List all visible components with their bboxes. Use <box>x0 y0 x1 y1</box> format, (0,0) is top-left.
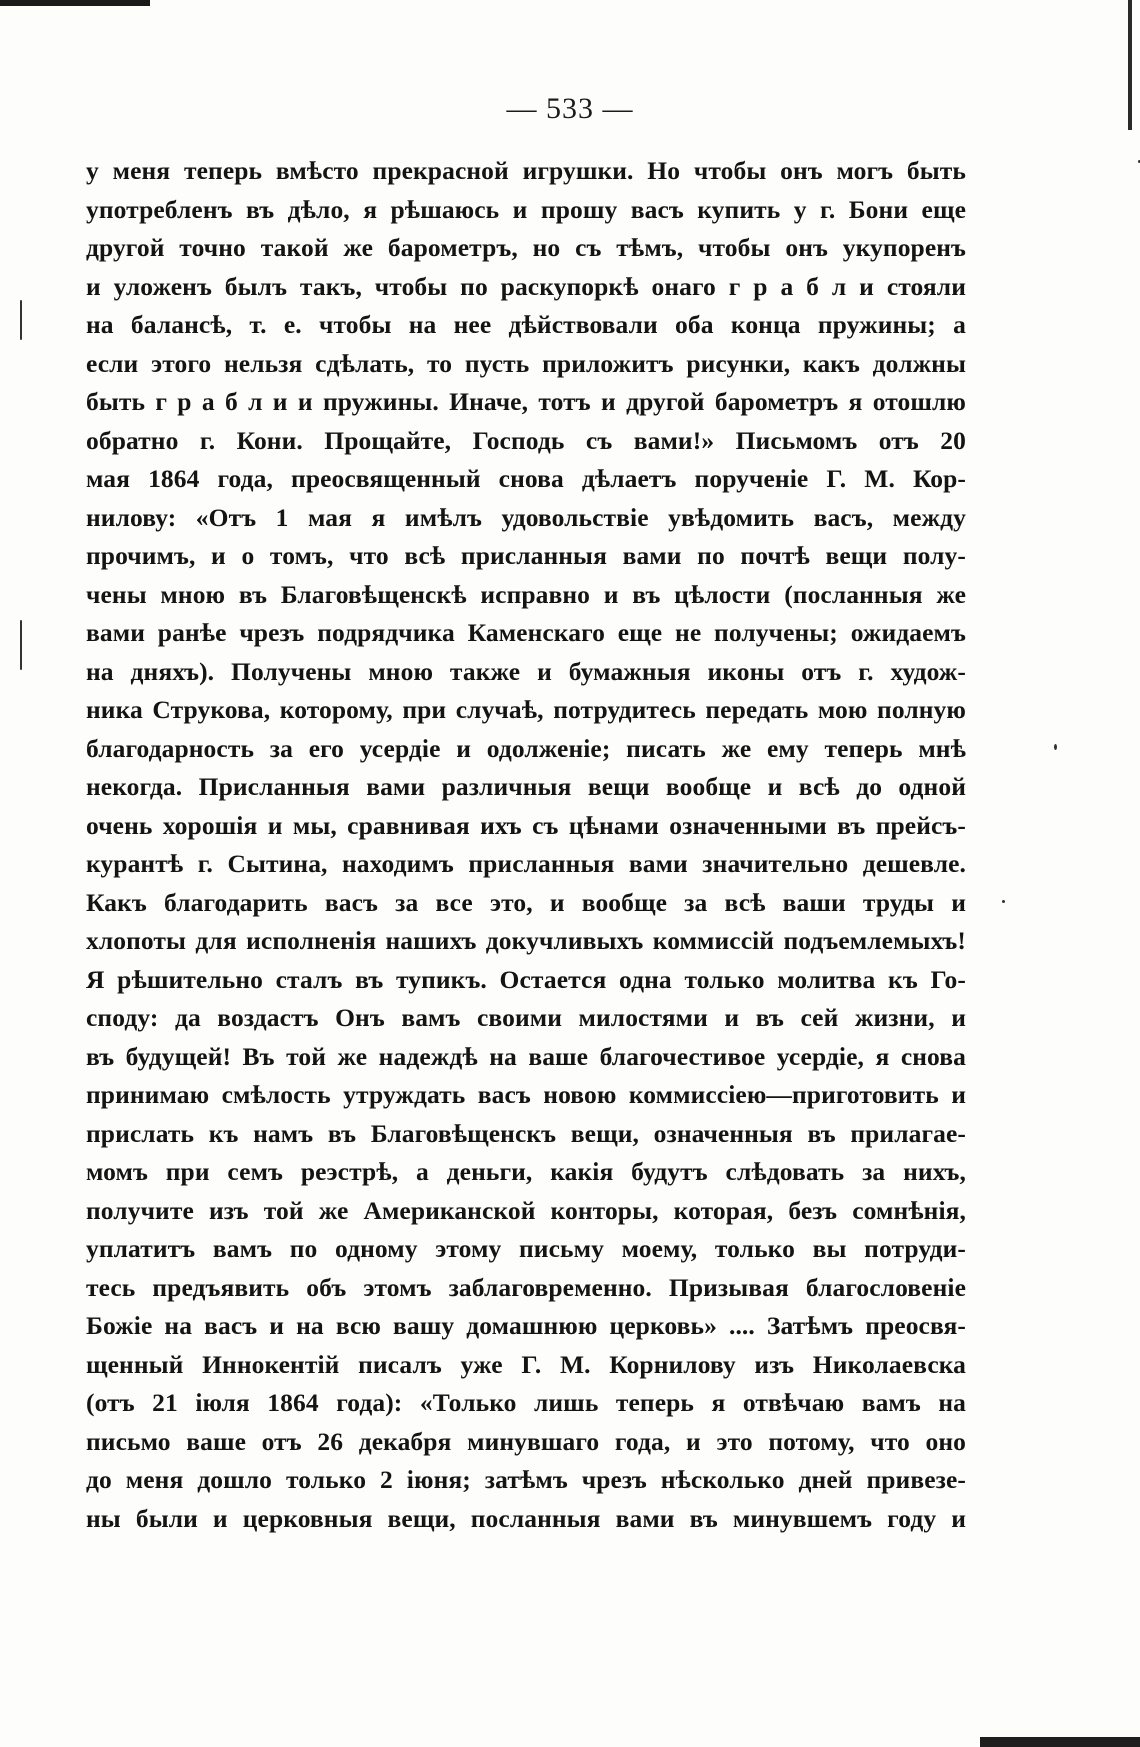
text-line: уплатитъ вамъ по одному этому письму моему, только вы потруди- <box>86 1234 966 1263</box>
text-line: некогда. Присланныя вами различныя вещи вообще и всѣ до одной <box>86 772 966 801</box>
text-line: другой точно такой же барометръ, но съ тѣмъ, чтобы онъ укупоренъ <box>86 233 966 262</box>
text-line: вами ранѣе чрезъ подрядчика Каменскаго еще не получены; ожидаемъ <box>86 618 966 647</box>
text-line: щенный Иннокентій писалъ уже Г. М. Корнилову изъ Николаевска <box>86 1349 966 1379</box>
text-line: курантѣ г. Сытина, находимъ присланныя вами значительно дешевле. <box>86 849 966 878</box>
text-line: употребленъ въ дѣло, я рѣшаюсь и прошу васъ купить у г. Бони еще <box>86 194 966 224</box>
text-line: и уложенъ былъ такъ, чтобы по раскупоркѣ онаго г р а б л и стояли <box>86 271 966 301</box>
text-line: споду: да воздастъ Онъ вамъ своими милостями и въ сей жизни, и <box>86 1003 966 1032</box>
text-line: обратно г. Кони. Прощайте, Господь съ вами!» Письмомъ отъ 20 <box>86 425 966 455</box>
text-line: на балансѣ, т. е. чтобы на нее дѣйствовали оба конца пружины; а <box>86 310 966 339</box>
text-line: принимаю смѣлость утруждать васъ новою коммиссіею—приготовить и <box>86 1080 966 1109</box>
body-text <box>86 152 966 1538</box>
scan-edge-top <box>0 0 150 6</box>
text-line: въ будущей! Въ той же надеждѣ на ваше благочестивое усердіе, я снова <box>86 1041 966 1071</box>
scan-speck <box>1054 744 1057 750</box>
text-line: ны были и церковныя вещи, посланныя вами въ минувшемъ году и <box>86 1503 966 1533</box>
text-line: очень хорошія и мы, сравнивая ихъ съ цѣнами означенными въ прейсъ- <box>86 810 966 840</box>
text-line: Я рѣшительно сталъ въ тупикъ. Остается одна только молитва къ Го- <box>86 964 966 994</box>
text-line: у меня теперь вмѣсто прекрасной игрушки. Но чтобы онъ могъ быть <box>86 156 966 185</box>
text-line: на дняхъ). Получены мною также и бумажныя иконы отъ г. худож- <box>86 656 966 686</box>
text-line: чены мною въ Благовѣщенскѣ исправно и въ цѣлости (посланныя же <box>86 579 966 609</box>
text-line: благодарность за его усердіе и одолженіе; писать же ему теперь мнѣ <box>86 733 966 763</box>
text-line: (отъ 21 іюля 1864 года): «Только лишь теперь я отвѣчаю вамъ на <box>86 1388 966 1417</box>
scan-speck <box>20 620 22 670</box>
scan-edge-bottom <box>980 1737 1140 1747</box>
text-line: до меня дошло только 2 іюня; затѣмъ чрезъ нѣсколько дней привезе- <box>86 1465 966 1494</box>
text-line: письмо ваше отъ 26 декабря минувшаго года, и это потому, что оно <box>86 1426 966 1456</box>
text-line: ника Струкова, которому, при случаѣ, потрудитесь передать мою полную <box>86 695 966 724</box>
page-number: — 533 — <box>506 92 634 125</box>
text-line: быть г р а б л и и пружины. Иначе, тотъ и другой барометръ я отошлю <box>86 387 966 416</box>
text-line: мая 1864 года, преосвященный снова дѣлаетъ порученіе Г. М. Кор- <box>86 464 966 493</box>
text-line: прочимъ, и о томъ, что всѣ присланныя вами по почтѣ вещи полу- <box>86 541 966 570</box>
text-line: тесь предъявить объ этомъ заблаговременно. Призывая благословеніе <box>86 1272 966 1302</box>
scan-speck <box>1002 900 1005 903</box>
text-line: Божіе на васъ и на всю вашу домашнюю церковь» .... Затѣмъ преосвя- <box>86 1311 966 1340</box>
scan-speck <box>20 300 22 340</box>
text-line: хлопоты для исполненія нашихъ докучливыхъ коммиссій подъемлемыхъ! <box>86 926 966 955</box>
text-line: момъ при семъ реэстрѣ, а деньги, какія будутъ слѣдовать за нихъ, <box>86 1157 966 1186</box>
text-line: если этого нельзя сдѣлать, то пусть приложитъ рисунки, какъ должны <box>86 348 966 378</box>
text-line: нилову: «Отъ 1 мая я имѣлъ удовольствіе увѣдомить васъ, между <box>86 502 966 532</box>
text-line: получите изъ той же Американской конторы, которая, безъ сомнѣнія, <box>86 1195 966 1225</box>
text-line: прислать къ намъ въ Благовѣщенскъ вещи, означенныя въ прилагае- <box>86 1118 966 1148</box>
text-line: Какъ благодарить васъ за все это, и вообще за всѣ ваши труды и <box>86 887 966 917</box>
